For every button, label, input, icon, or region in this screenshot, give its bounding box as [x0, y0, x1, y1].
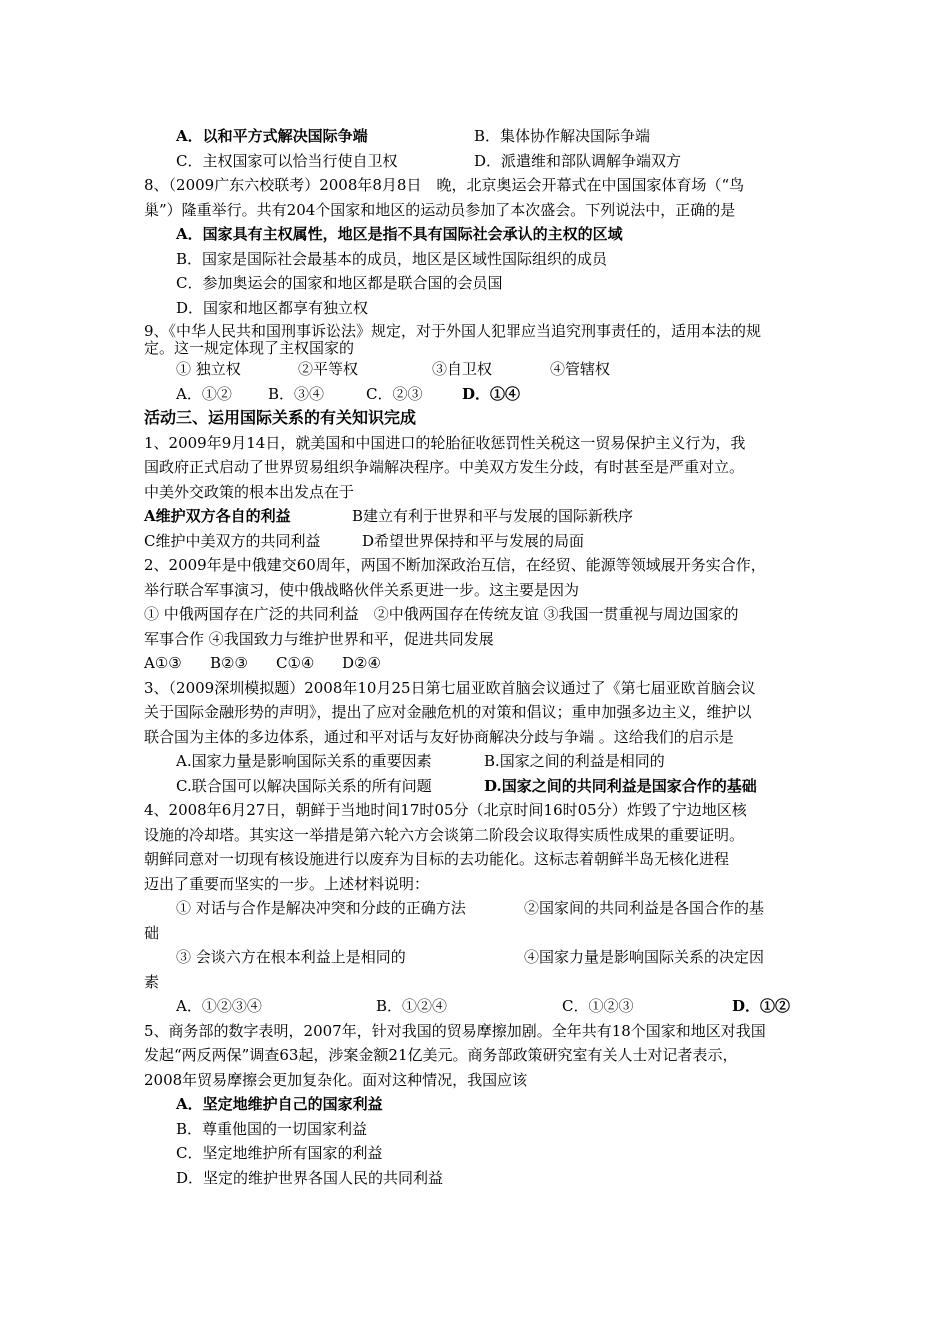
s4-items-row-1 — [144, 896, 812, 921]
q9-option-a: A．①② — [176, 384, 232, 403]
s4-option-a: A．①②③④ — [176, 997, 262, 1015]
q8-option-a: A．国家具有主权属性，地区是指不具有国际社会承认的主权的区域 — [176, 225, 623, 243]
q8-option-d: D．国家和地区都享有独立权 — [176, 298, 369, 317]
s1-option-d: D希望世界保持和平与发展的局面 — [362, 531, 585, 550]
s5-option-c: C．坚定地维护所有国家的利益 — [176, 1144, 383, 1162]
s4-option-b: B．①②④ — [376, 997, 448, 1015]
s1-option-a: A维护双方各自的利益 — [144, 507, 291, 525]
q9-option-d: D．①④ — [462, 384, 521, 403]
q8-option-b: B．国家是国际社会最基本的成员，地区是区域性国际组织的成员 — [176, 249, 608, 268]
s4-option-c: C．①②③ — [562, 997, 634, 1015]
s4-stem-line-3: 朝鲜同意对一切现有核设施进行以废弃为目标的去功能化。这标志着朝鲜半岛无核化进程 — [144, 850, 730, 868]
s4-item-4-wrap: 素 — [144, 972, 160, 991]
s1-stem-line-2: 国政府正式启动了世界贸易组织争端解决程序。中美双方发生分歧，有时甚至是严重对立。 — [144, 458, 745, 476]
q8-stem-line-1: 8、（2009广东六校联考）2008年8月8日 晚，北京奥运会开幕式在中国国家体育场（“鸟 — [144, 176, 745, 194]
q9-item-3: ③自卫权 — [432, 360, 493, 378]
s3-option-b: B.国家之间的利益是相同的 — [484, 752, 665, 770]
s3-option-d: D.国家之间的共同利益是国家合作的基础 — [484, 776, 757, 795]
q7-option-c: C．主权国家可以恰当行使自卫权 — [176, 151, 398, 170]
s3-stem-line-1: 3、（2009深圳模拟题）2008年10月25日第七届亚欧首脑会议通过了《第七届亚欧首脑会议 — [144, 678, 756, 697]
s4-item-2-wrap: 础 — [144, 923, 160, 942]
s1-options-row-1 — [144, 504, 812, 529]
s2-option-d: D②④ — [342, 654, 381, 672]
q7-options-row-2 — [144, 149, 812, 174]
q7-options-row-1 — [144, 124, 812, 149]
q8-stem-line-2: 巢”）隆重举行。共有204个国家和地区的运动员参加了本次盛会。下列说法中，正确的是 — [144, 200, 736, 219]
s4-stem-line-4: 迈出了重要而坚实的一步。上述材料说明： — [144, 874, 430, 893]
s3-option-a: A.国家力量是影响国际关系的重要因素 — [176, 752, 432, 770]
q9-options-row — [144, 382, 812, 407]
q9-item-2: ②平等权 — [298, 360, 359, 378]
s4-stem-line-2: 设施的冷却塔。其实这一举措是第六轮六方会谈第二阶段会议取得实质性成果的重要证明。 — [144, 825, 745, 844]
q9-option-c: C．②③ — [366, 384, 423, 403]
s2-option-b: B②③ — [210, 654, 248, 672]
s1-options-row-2 — [144, 529, 812, 554]
s5-option-b: B．尊重他国的一切国家利益 — [176, 1119, 368, 1138]
s4-option-d: D．①② — [732, 997, 791, 1015]
s3-stem-line-2: 关于国际金融形势的声明》，提出了应对金融危机的对策和倡议；重申加强多边主义，维护以 — [144, 703, 752, 721]
s3-options-row-1 — [144, 749, 812, 774]
q9-items-row — [144, 357, 812, 382]
s4-item-4: ④国家力量是影响国际关系的决定因 — [524, 948, 765, 966]
s2-stem-line-4: 军事合作 ④我国致力与维护世界和平，促进共同发展 — [144, 629, 494, 648]
s5-option-a: A．坚定地维护自己的国家利益 — [176, 1095, 383, 1113]
q9-stem-line-2: 定。这一规定体现了主权国家的 — [144, 339, 355, 357]
s4-stem-line-1: 4、2008年6月27日，朝鲜于当地时间17时05分（北京时间16时05分）炸毁了宁边地区核 — [144, 801, 747, 819]
s2-option-a: A①③ — [144, 654, 182, 672]
s4-item-2: ②国家间的共同利益是各国合作的基 — [524, 899, 765, 917]
q7-option-b: B．集体协作解决国际争端 — [474, 127, 651, 145]
s5-stem-line-1: 5、商务部的数字表明，2007年，针对我国的贸易摩擦加剧。全年共有18个国家和地区对我国 — [144, 1021, 766, 1040]
s2-option-c: C①④ — [276, 654, 315, 672]
s3-option-c: C.联合国可以解决国际关系的所有问题 — [176, 776, 432, 795]
q7-option-a: A．以和平方式解决国际争端 — [176, 127, 368, 145]
s5-stem-line-3: 2008年贸易摩擦会更加复杂化。面对这种情况，我国应该 — [144, 1070, 528, 1089]
q9-option-b: B．③④ — [268, 384, 325, 403]
q8-option-c: C．参加奥运会的国家和地区都是联合国的会员国 — [176, 274, 503, 292]
s4-items-row-2 — [144, 945, 812, 970]
s4-options-row — [144, 994, 812, 1019]
s5-option-d: D．坚定的维护世界各国人民的共同利益 — [176, 1168, 444, 1187]
s3-options-row-2 — [144, 774, 812, 799]
s1-stem-line-1: 1、2009年9月14日，就美国和中国进口的轮胎征收惩罚性关税这一贸易保护主义行为，我 — [144, 433, 746, 452]
document-body — [144, 124, 812, 1190]
q9-item-4: ④管辖权 — [550, 360, 611, 378]
s5-stem-line-2: 发起“两反两保”调查63起，涉案金额21亿美元。商务部政策研究室有关人士对记者表示， — [144, 1046, 738, 1064]
section-3-heading: 活动三、运用国际关系的有关知识完成 — [144, 408, 417, 427]
q9-stem-line-1: 9、《中华人民共和国刑事诉讼法》规定，对于外国人犯罪应当追究刑事责任的，适用本法的规 — [144, 322, 762, 340]
s1-option-c: C维护中美双方的共同利益 — [144, 531, 321, 550]
s3-stem-line-3: 联合国为主体的多边体系，通过和平对话与友好协商解决分歧与争端 。这给我们的启示是 — [144, 727, 734, 746]
s4-item-1: ① 对话与合作是解决冲突和分歧的正确方法 — [176, 899, 466, 917]
s4-item-3: ③ 会谈六方在根本利益上是相同的 — [176, 948, 406, 966]
s1-stem-line-3: 中美外交政策的根本出发点在于 — [144, 482, 355, 501]
q9-item-1: ① 独立权 — [176, 360, 241, 378]
q7-option-d: D．派遣维和部队调解争端双方 — [474, 151, 682, 170]
s2-stem-line-3: ① 中俄两国存在广泛的共同利益 ②中俄两国存在传统友谊 ③我国一贯重视与周边国家的 — [144, 605, 739, 623]
s2-stem-line-1: 2、2009年是中俄建交60周年，两国不断加深政治互信，在经贸、能源等领域展开务实合作， — [144, 556, 766, 574]
s2-options-row — [144, 651, 812, 676]
s1-option-b: B建立有利于世界和平与发展的国际新秩序 — [352, 507, 634, 525]
s2-stem-line-2: 举行联合军事演习，使中俄战略伙伴关系更进一步。这主要是因为 — [144, 580, 580, 599]
